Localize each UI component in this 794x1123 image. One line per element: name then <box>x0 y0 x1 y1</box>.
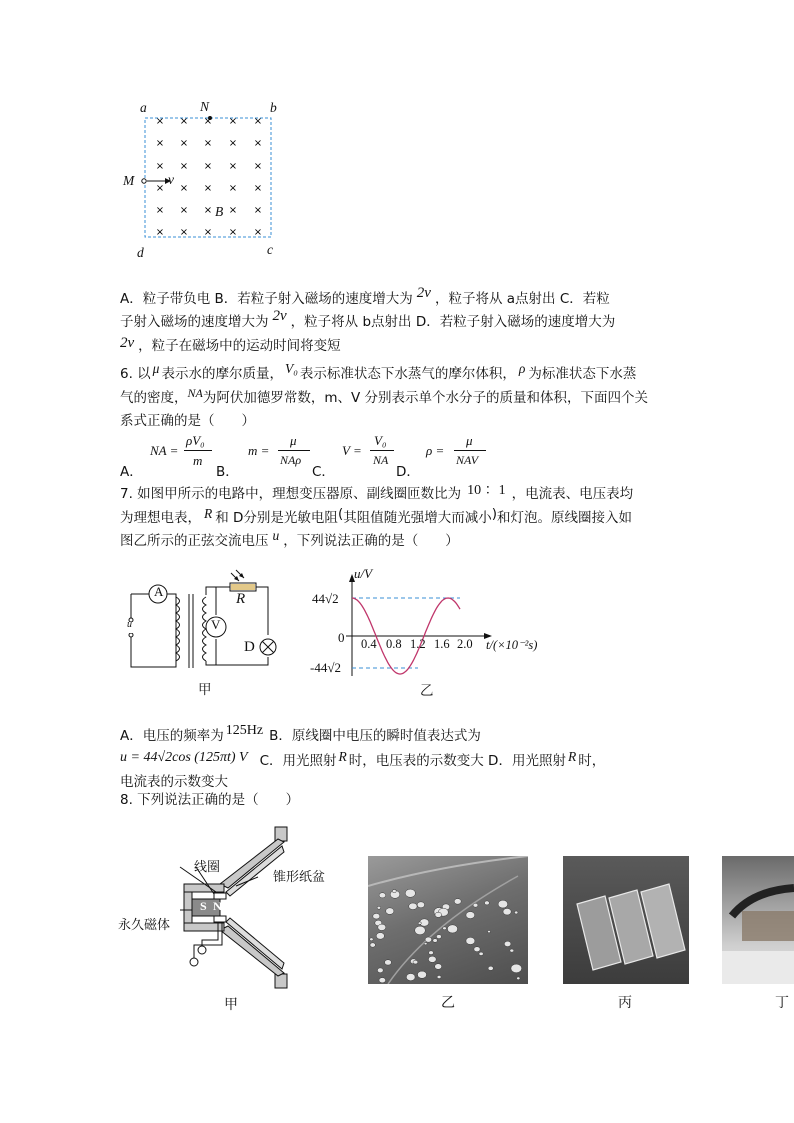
formula-D-bar <box>454 450 486 451</box>
q7-optC-R-1: R <box>338 749 347 764</box>
water-droplet <box>436 935 441 939</box>
water-droplet <box>447 925 457 933</box>
q8-stem-text: 8. 下列说法正确的是（ ） <box>120 792 300 808</box>
water-droplet <box>454 899 461 905</box>
q5-line-2 <box>120 308 616 331</box>
magnet-top-plate <box>184 884 224 892</box>
q5-text-3b: ，粒子在磁场中的运动时间将变短 <box>138 338 341 354</box>
q6-option-C: C． <box>312 464 335 480</box>
speaker-diagram <box>118 822 348 1017</box>
circuit-caption: 甲 <box>198 682 212 698</box>
graph-xlabel: t/(×10⁻²s) <box>486 638 538 652</box>
water-droplet <box>418 971 427 978</box>
formula-C-lhs: V = <box>342 443 362 458</box>
terminal-bottom <box>129 633 133 637</box>
q6-line-3 <box>120 412 255 430</box>
field-cross: × <box>228 138 238 149</box>
q5-text-1a: A．粒子带负电 B．若粒子射入磁场的速度增大为 <box>120 291 413 307</box>
field-cross: × <box>253 116 263 127</box>
graph-ymin-label: -44√2 <box>310 660 341 675</box>
formula-B-num: μ <box>290 433 297 448</box>
caption-jia: 甲 <box>224 997 238 1013</box>
graph-tick-1: 0.8 <box>386 637 402 651</box>
q6-line-2 <box>120 386 649 407</box>
water-droplet <box>498 900 508 908</box>
formula-C-num: V₀ <box>374 433 387 448</box>
q6-text-1a: 6. 以 <box>120 366 151 382</box>
field-cross: × <box>228 161 238 172</box>
label-coil: 线圈 <box>194 860 221 875</box>
resistor-label: R <box>236 591 246 607</box>
photo-water-droplets <box>368 856 528 984</box>
field-diagram-svg <box>110 95 290 265</box>
water-droplet <box>378 924 386 930</box>
circuit-svg <box>118 565 293 675</box>
field-cross: × <box>203 116 213 127</box>
field-cross: × <box>155 205 165 216</box>
field-cross: × <box>228 227 238 238</box>
photo-soldering <box>722 856 794 984</box>
field-cross: × <box>179 116 189 127</box>
water-droplet <box>385 960 392 965</box>
field-cross: × <box>253 183 263 194</box>
formula-A-bar <box>184 450 212 451</box>
q7-option-line-2 <box>120 749 606 771</box>
graph-zero-label: 0 <box>338 630 345 645</box>
field-cross: × <box>155 183 165 194</box>
graph-caption: 乙 <box>420 683 434 699</box>
point-M-label: M <box>123 173 135 188</box>
q6-rho: ρ <box>518 361 526 376</box>
q7-R: R <box>204 506 213 521</box>
pole-S: S <box>200 899 207 913</box>
water-droplet <box>488 930 491 932</box>
q5-2v-3: 2v <box>120 335 135 351</box>
q6-option-D: D． <box>396 464 420 480</box>
water-droplet <box>386 908 394 915</box>
water-droplet <box>379 893 386 898</box>
water-droplet <box>443 927 447 930</box>
graph-tick-2: 1.2 <box>410 637 426 651</box>
base <box>722 951 794 984</box>
water-droplet <box>370 938 374 941</box>
q7-line-3 <box>120 528 459 550</box>
velocity-label: v <box>168 172 174 187</box>
q7-text-1a: 7. 如图甲所示的电路中，理想变压器原、副线圈匝数比为 <box>120 486 462 502</box>
water-droplet <box>377 968 383 973</box>
q7-text-3b: ，下列说法正确的是（ ） <box>283 533 459 549</box>
coil-bottom <box>214 916 226 922</box>
field-cross: × <box>203 205 213 216</box>
water-droplet <box>437 975 441 978</box>
water-droplet <box>517 977 520 980</box>
water-droplet <box>466 912 475 919</box>
field-cross: × <box>203 227 213 238</box>
q6-text-1c: 表示标准状态下水蒸气的摩尔体积， <box>299 366 516 382</box>
field-cross: × <box>228 205 238 216</box>
water-droplet <box>370 943 375 947</box>
water-droplet <box>406 974 415 981</box>
water-droplet <box>415 926 426 935</box>
q7-ratio: 10 ：1 <box>467 483 506 498</box>
q7-text-2d: 和灯泡。原线圈接入如 <box>497 510 632 526</box>
formula-D-num: μ <box>466 433 473 448</box>
q7-text-3a: 图乙所示的正弦交流电压 <box>120 533 269 549</box>
graph-tick-4: 2.0 <box>457 637 473 651</box>
q6-option-A: A． <box>120 464 143 480</box>
q7-text-2b: 和 D分别是光敏电阻 <box>215 510 338 526</box>
q5-text-2a: 子射入磁场的速度增大为 <box>120 314 269 330</box>
label-magnet: 永久磁体 <box>118 918 171 933</box>
field-cross: × <box>155 138 165 149</box>
field-cross: × <box>179 205 189 216</box>
block <box>742 911 794 941</box>
lamp-label: D <box>244 639 255 655</box>
q6-options-row <box>120 433 520 479</box>
q5-line-1 <box>120 285 610 308</box>
speaker-svg <box>118 822 348 992</box>
formula-D-den: NAV <box>456 453 479 467</box>
voltmeter-label: V <box>211 617 221 632</box>
q6-stem-end: 系式正确的是（ ） <box>120 413 255 429</box>
q6-NA: NA <box>187 386 203 400</box>
corner-c-label: c <box>267 242 273 257</box>
q5-line-3 <box>120 337 341 355</box>
field-cross: × <box>228 183 238 194</box>
q6-V0: V₀ <box>284 361 298 376</box>
q5-text-1b: ，粒子将从 a点射出 C．若粒 <box>434 291 610 307</box>
water-droplet <box>503 908 511 915</box>
field-boundary <box>145 118 271 237</box>
q7-optD-R-2: R <box>567 749 577 764</box>
field-B-label: B <box>215 204 224 219</box>
field-cross: × <box>253 138 263 149</box>
caption-yi: 乙 <box>441 995 455 1011</box>
water-droplet <box>488 966 493 970</box>
water-droplet <box>479 952 483 955</box>
water-droplet <box>425 937 432 942</box>
q7-text-2a: 为理想电表， <box>120 510 201 526</box>
formula-B-lhs: m = <box>248 443 270 458</box>
voltage-graph <box>300 566 550 707</box>
q6-option-B: B． <box>216 464 239 480</box>
field-cross: × <box>155 116 165 127</box>
field-cross: × <box>179 183 189 194</box>
q7-u: u <box>272 528 280 543</box>
q6-text-1b: 表示水的摩尔质量， <box>161 366 283 382</box>
photoresistor-fill <box>231 584 255 590</box>
secondary-coil <box>203 597 207 661</box>
field-cross: × <box>253 227 263 238</box>
water-droplet <box>409 903 417 910</box>
water-droplet <box>373 913 380 919</box>
q7-optA-text: A．电压的频率为 <box>120 728 224 744</box>
point-M-dot <box>142 179 146 183</box>
cone-bottom-frame <box>275 974 287 988</box>
q7-text-1b: ，电流表、电压表均 <box>511 486 634 502</box>
q5-2v-2: 2v <box>272 308 287 324</box>
pole-N: N <box>213 899 222 913</box>
terminal-plus <box>190 958 198 966</box>
graph-ymax-label: 44√2 <box>312 591 339 606</box>
water-droplet <box>514 911 518 914</box>
water-droplet <box>485 901 490 905</box>
field-cross: × <box>253 205 263 216</box>
q6-line-1 <box>120 361 637 383</box>
formula-B-bar <box>278 450 310 451</box>
q5-2v-1: 2v <box>416 285 431 301</box>
graph-tick-3: 1.6 <box>434 637 450 651</box>
water-droplet <box>377 906 381 909</box>
water-droplet <box>511 964 522 973</box>
circuit-diagram <box>118 565 293 705</box>
water-droplet <box>435 964 442 970</box>
water-droplet <box>435 912 442 917</box>
ammeter-label: A <box>154 584 164 599</box>
q7-option-line-1 <box>120 723 481 746</box>
field-cross: × <box>179 161 189 172</box>
q7-optC-text-c: 时， <box>578 753 606 769</box>
water-droplet <box>413 960 418 964</box>
water-droplet <box>433 939 438 943</box>
water-droplet <box>418 922 421 925</box>
field-cross: × <box>203 138 213 149</box>
water-droplet <box>474 947 480 952</box>
q7-optC-text-a: C．用光照射 <box>259 753 337 769</box>
caption-ding: 丁 <box>775 995 789 1011</box>
field-cross: × <box>155 227 165 238</box>
q7-optB-text: B．原线圈中电压的瞬时值表达式为 <box>269 728 481 744</box>
formula-B-den: NAρ <box>280 453 302 467</box>
primary-coil <box>176 597 180 661</box>
corner-a-label: a <box>140 100 147 115</box>
primary-wire <box>131 594 176 667</box>
formula-C-bar <box>370 450 394 451</box>
water-droplet <box>428 956 436 962</box>
label-cone: 锥形纸盆 <box>273 870 326 885</box>
formula-D-lhs: ρ = <box>426 443 445 458</box>
q6-text-1d: 为标准状态下水蒸 <box>528 366 637 382</box>
formula-A-den: m <box>193 453 203 468</box>
water-droplet <box>473 903 478 907</box>
terminal-minus <box>198 946 206 954</box>
droplets-svg <box>368 856 528 984</box>
water-droplet <box>417 902 424 908</box>
water-droplet <box>510 949 514 952</box>
graph-tick-0: 0.4 <box>361 637 377 651</box>
q7-line-2: 为理想电表， R 和 D分别是光敏电阻(其阻值随光强增大而减小)和灯泡。原线圈接入如 <box>120 506 632 526</box>
water-droplet <box>429 951 434 955</box>
input-u-label: u <box>127 619 132 630</box>
cone-top-frame <box>275 827 287 841</box>
magnetic-field-figure <box>110 95 290 265</box>
water-droplet <box>424 943 427 945</box>
q6-mu: μ <box>152 361 160 376</box>
q7-frequency: 125Hz <box>225 723 264 738</box>
formula-A-num: ρV₀ <box>186 433 205 448</box>
magnet-back <box>184 892 192 923</box>
caption-bing: 丙 <box>618 995 632 1011</box>
q7-text-2c: 其阻值随光强增大而减小 <box>343 510 492 526</box>
q7-option-line-3 <box>120 773 228 791</box>
water-droplet <box>392 890 396 893</box>
field-cross: × <box>203 161 213 172</box>
q6-text-2a: 气的密度， <box>120 390 188 406</box>
field-cross: × <box>179 227 189 238</box>
corner-d-label: d <box>137 245 144 260</box>
water-droplet <box>504 941 511 946</box>
graph-ylabel: u/V <box>354 566 373 581</box>
formula-A-lhs: NA = <box>150 443 179 458</box>
soldering-svg <box>722 856 794 984</box>
point-N-label: N <box>200 99 210 114</box>
field-cross: × <box>203 183 213 194</box>
glass-plates-svg <box>563 856 689 984</box>
field-cross: × <box>228 116 238 127</box>
corner-b-label: b <box>270 100 277 115</box>
q7-optD-tail: 电流表的示数变大 <box>120 774 228 790</box>
water-droplet <box>466 937 475 944</box>
q5-text-2b: ，粒子将从 b点射出 D．若粒子射入磁场的速度增大为 <box>290 314 616 330</box>
water-droplet <box>379 978 386 983</box>
cone-bottom-upper <box>226 918 284 969</box>
field-cross: × <box>155 161 165 172</box>
field-cross: × <box>253 161 263 172</box>
q7-formula: u = 44√2cos (125πt) V <box>120 750 248 765</box>
q7-line-1 <box>120 485 633 504</box>
water-droplet <box>405 889 415 897</box>
cone-bottom-lower <box>220 926 284 976</box>
formula-C-den: NA <box>373 453 389 467</box>
water-droplet <box>376 933 384 940</box>
photo-glass-plates <box>563 856 689 984</box>
q8-stem <box>120 791 299 809</box>
q7-optC-text-b: 时，电压表的示数变大 D．用光照射 <box>348 753 566 769</box>
field-cross: × <box>179 138 189 149</box>
q6-text-2b: 为阿伏加德罗常数，m、V 分别表示单个水分子的质量和体积，下面四个关 <box>202 390 649 406</box>
